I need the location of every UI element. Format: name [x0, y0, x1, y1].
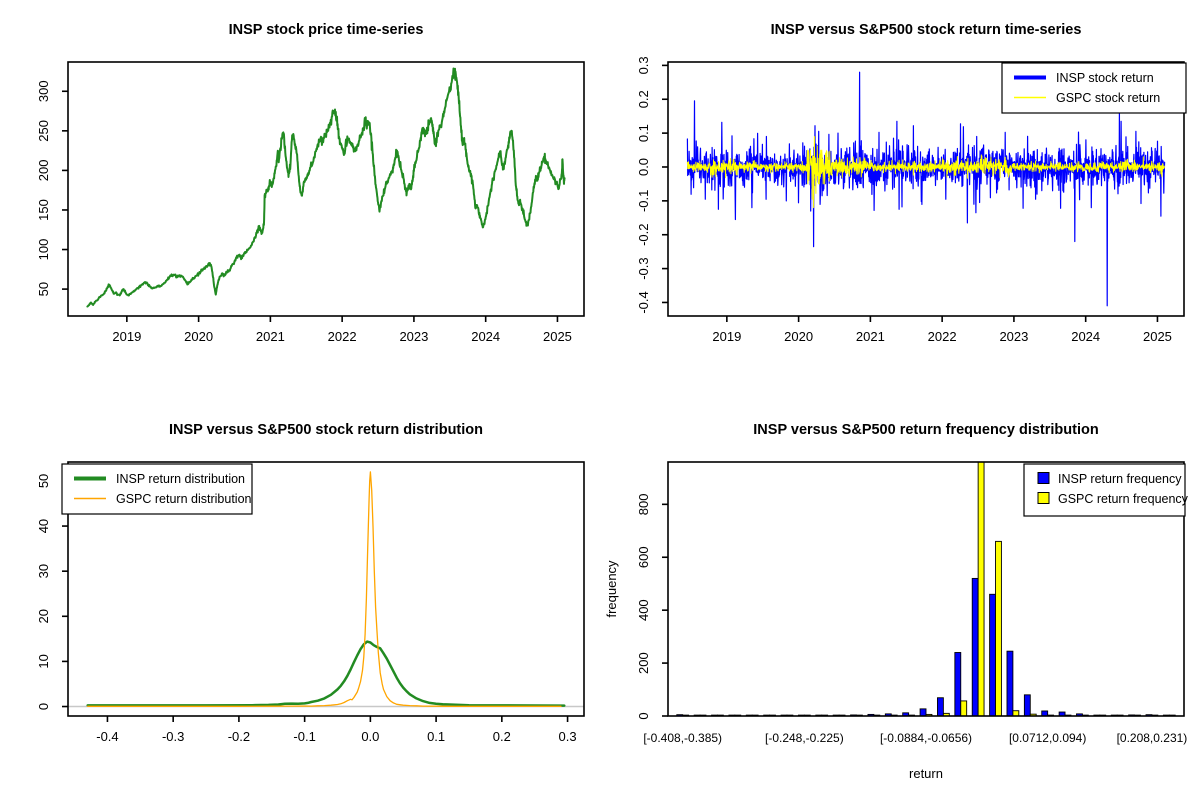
- svg-text:GSPC return frequency: GSPC return frequency: [1058, 492, 1188, 506]
- svg-text:2024: 2024: [1071, 329, 1101, 344]
- svg-text:0.1: 0.1: [427, 729, 446, 744]
- svg-text:[0.0712,0.094): [0.0712,0.094): [1008, 731, 1087, 745]
- svg-text:2021: 2021: [255, 329, 285, 344]
- svg-text:2019: 2019: [112, 329, 142, 344]
- svg-text:2023: 2023: [999, 329, 1029, 344]
- svg-text:2022: 2022: [327, 329, 357, 344]
- return-time-series-chart: [600, 0, 1200, 400]
- svg-text:0.2: 0.2: [636, 90, 651, 109]
- return-distribution-chart: [0, 400, 600, 800]
- svg-text:200: 200: [36, 159, 51, 182]
- svg-text:2024: 2024: [471, 329, 501, 344]
- svg-text:0.3: 0.3: [558, 729, 577, 744]
- svg-text:[-0.248,-0.225): [-0.248,-0.225): [764, 731, 844, 745]
- svg-text:2023: 2023: [399, 329, 429, 344]
- svg-text:250: 250: [36, 119, 51, 142]
- svg-text:0.3: 0.3: [636, 56, 651, 75]
- svg-text:[-0.408,-0.385): [-0.408,-0.385): [643, 731, 723, 745]
- svg-text:150: 150: [36, 199, 51, 221]
- svg-text:INSP versus S&P500 stock retur: INSP versus S&P500 stock return distribution: [169, 422, 483, 438]
- svg-text:[-0.0884,-0.0656): [-0.0884,-0.0656): [879, 731, 973, 745]
- svg-text:INSP stock price time-series: INSP stock price time-series: [228, 22, 424, 38]
- svg-text:0.0: 0.0: [636, 157, 651, 177]
- svg-text:-0.4: -0.4: [636, 291, 651, 314]
- svg-text:2019: 2019: [712, 329, 742, 344]
- svg-text:[0.208,0.231): [0.208,0.231): [1116, 731, 1188, 745]
- svg-text:30: 30: [36, 563, 51, 579]
- svg-text:200: 200: [636, 652, 651, 674]
- svg-text:0.1: 0.1: [636, 124, 651, 143]
- svg-text:2022: 2022: [927, 329, 957, 344]
- svg-text:2025: 2025: [1142, 329, 1172, 344]
- svg-text:-0.2: -0.2: [636, 223, 651, 246]
- svg-text:100: 100: [36, 238, 51, 261]
- svg-text:-0.2: -0.2: [227, 729, 251, 744]
- svg-text:INSP return distribution: INSP return distribution: [116, 472, 245, 486]
- svg-text:2025: 2025: [542, 329, 572, 344]
- svg-text:GSPC return distribution: GSPC return distribution: [116, 492, 252, 506]
- return-frequency-histogram: [600, 400, 1200, 800]
- svg-text:GSPC stock return: GSPC stock return: [1056, 91, 1161, 105]
- svg-text:50: 50: [36, 473, 51, 489]
- svg-text:0: 0: [36, 702, 51, 711]
- svg-text:INSP versus S&P500 stock retur: INSP versus S&P500 stock return time-series: [770, 22, 1082, 38]
- svg-text:0.2: 0.2: [492, 729, 511, 744]
- svg-text:800: 800: [636, 493, 651, 516]
- svg-text:return: return: [909, 766, 943, 781]
- svg-text:2021: 2021: [855, 329, 885, 344]
- svg-text:INSP return frequency: INSP return frequency: [1058, 472, 1182, 486]
- svg-text:20: 20: [36, 609, 51, 624]
- svg-text:0.0: 0.0: [361, 729, 380, 744]
- svg-text:50: 50: [36, 281, 51, 297]
- svg-text:2020: 2020: [184, 329, 214, 344]
- svg-text:0: 0: [636, 712, 651, 720]
- svg-text:frequency: frequency: [604, 560, 619, 618]
- svg-text:-0.3: -0.3: [161, 729, 185, 744]
- svg-text:400: 400: [636, 599, 651, 622]
- svg-text:600: 600: [636, 546, 651, 569]
- svg-text:300: 300: [36, 80, 51, 103]
- svg-text:INSP stock return: INSP stock return: [1056, 71, 1154, 85]
- svg-text:-0.3: -0.3: [636, 257, 651, 280]
- price-time-series-chart: [0, 0, 600, 400]
- svg-text:INSP versus S&P500 return freq: INSP versus S&P500 return frequency distribution: [753, 422, 1099, 438]
- svg-text:-0.1: -0.1: [293, 729, 316, 744]
- svg-text:-0.1: -0.1: [636, 189, 651, 213]
- svg-text:10: 10: [36, 654, 51, 669]
- svg-text:40: 40: [36, 518, 51, 534]
- svg-text:2020: 2020: [784, 329, 814, 344]
- svg-text:-0.4: -0.4: [96, 729, 119, 744]
